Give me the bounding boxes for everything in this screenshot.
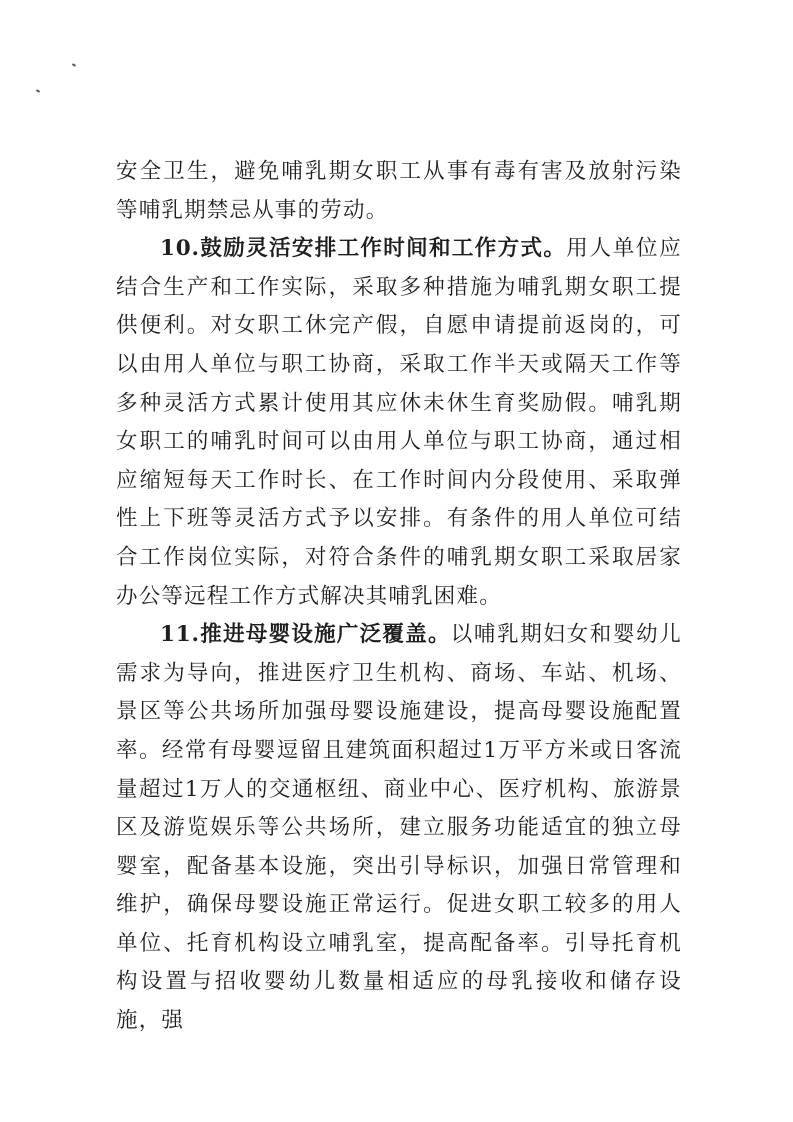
- scan-mark: [72, 63, 76, 67]
- paragraph-body: 用人单位应结合生产和工作实际，采取多种措施为哺乳期女职工提供便利。对女职工休完产假，自愿申请提前返岗的，可以由用人单位与职工协商，采取工作半天或隔天工作等多种灵活方式累计使用其应休未休生育奖励假。哺乳期女职工的哺乳时间可以由用人单位与职工协商，通过相应缩短每天工作时长、在工作时间内分段使用、采取弹性上下班等灵活方式予以安排。有条件的用人单位可结合工作岗位实际，对符合条件的哺乳期女职工采取居家办公等远程工作方式解决其哺乳困难。: [116, 236, 682, 609]
- item-heading: 11.推进母婴设施广泛覆盖。: [160, 622, 451, 648]
- document-body: [116, 153, 682, 1041]
- item-heading: 10.鼓励灵活安排工作时间和工作方式。: [160, 236, 567, 262]
- paragraph-body: 安全卫生，避免哺乳期女职工从事有毒有害及放射污染等哺乳期禁忌从事的劳动。: [116, 159, 682, 223]
- paragraph-body: 以哺乳期妇女和婴幼儿需求为导向，推进医疗卫生机构、商场、车站、机场、景区等公共场所加强母婴设施建设，提高母婴设施配置率。经常有母婴逗留且建筑面积超过1万平方米或日客流量超过1万人的交通枢纽、商业中心、医疗机构、旅游景区及游览娱乐等公共场所，建立服务功能适宜的独立母婴室，配备基本设施，突出引导标识，加强日常管理和维护，确保母婴设施正常运行。促进女职工较多的用人单位、托育机构设立哺乳室，提高配备率。引导托育机构设置与招收婴幼儿数量相适应的母乳接收和储存设施，强: [116, 622, 682, 1034]
- paragraph-continuation: [116, 153, 682, 230]
- paragraph-item-10: [116, 230, 682, 616]
- scan-mark: [36, 89, 40, 93]
- paragraph-item-11: [116, 616, 682, 1041]
